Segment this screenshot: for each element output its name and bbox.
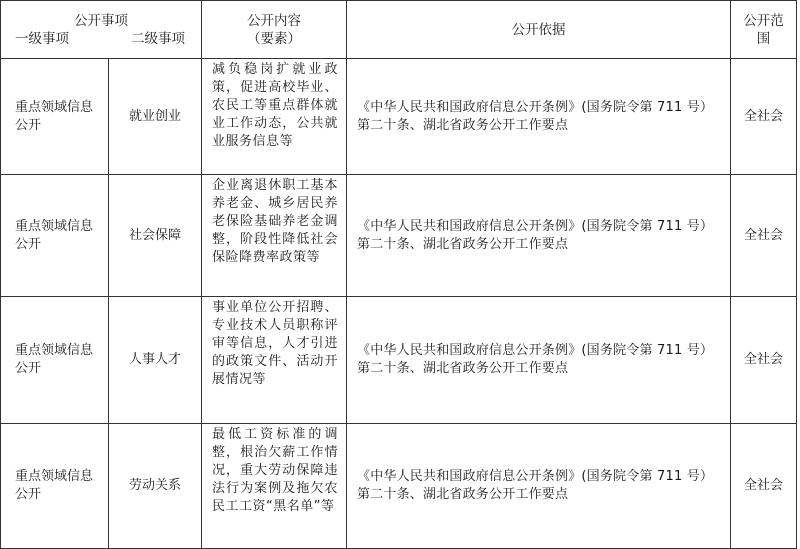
table-row	[1, 297, 797, 424]
cell-scope: 全社会	[731, 297, 797, 424]
header-level2: 二级事项	[131, 30, 185, 47]
header-basis: 公开依据	[347, 1, 731, 59]
cell-scope: 全社会	[731, 175, 797, 297]
header-content	[202, 1, 347, 59]
cell-scope: 全社会	[731, 424, 797, 549]
cell-basis: 《中华人民共和国政府信息公开条例》(国务院令第 711 号）第二十条、湖北省政务公开工作要点	[347, 297, 731, 424]
cell-level1: 重点领域信息公开	[1, 175, 109, 297]
header-scope: 公开范围	[731, 1, 797, 59]
header-content-sub: （要素）	[247, 30, 301, 47]
cell-level1: 重点领域信息公开	[1, 59, 109, 175]
cell-content: 企业离退休职工基本养老金、城乡居民养老保险基础养老金调整，阶段性降低社会保险降费率政策等	[202, 175, 347, 297]
cell-level2: 劳动关系	[109, 424, 202, 549]
cell-content: 最低工资标准的调整，根治欠薪工作情况，重大劳动保障违法行为案例及拖欠农民工工资“黑名单”等	[202, 424, 347, 549]
cell-level2: 就业创业	[109, 59, 202, 175]
cell-level2: 人事人才	[109, 297, 202, 424]
table-row	[1, 424, 797, 549]
table-row	[1, 59, 797, 175]
cell-level1: 重点领域信息公开	[1, 297, 109, 424]
table-row	[1, 175, 797, 297]
header-matters-title: 公开事项	[74, 12, 128, 29]
cell-scope: 全社会	[731, 59, 797, 175]
header-content-title: 公开内容	[247, 12, 301, 29]
cell-basis: 《中华人民共和国政府信息公开条例》(国务院令第 711 号）第二十条、湖北省政务公开工作要点	[347, 59, 731, 175]
cell-level1: 重点领域信息公开	[1, 424, 109, 549]
header-level1: 一级事项	[15, 30, 69, 47]
cell-basis: 《中华人民共和国政府信息公开条例》(国务院令第 711 号）第二十条、湖北省政务公开工作要点	[347, 424, 731, 549]
cell-content: 减负稳岗扩就业政策，促进高校毕业、农民工等重点群体就业工作动态，公共就业服务信息等	[202, 59, 347, 175]
cell-level2: 社会保障	[109, 175, 202, 297]
cell-basis: 《中华人民共和国政府信息公开条例》(国务院令第 711 号）第二十条、湖北省政务公开工作要点	[347, 175, 731, 297]
header-matters	[1, 1, 202, 59]
cell-content: 事业单位公开招聘、专业技术人员职称评审等信息，人才引进的政策文件、活动开展情况等	[202, 297, 347, 424]
